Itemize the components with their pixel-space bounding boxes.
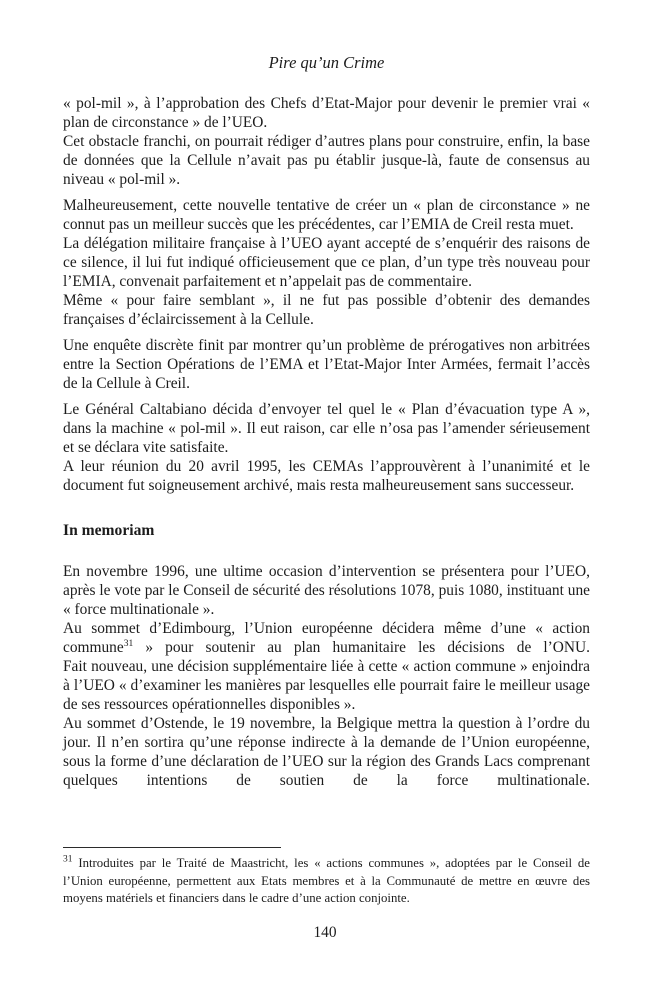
paragraph-text: Au sommet d’Edimbourg, l’Union européenne décidera même d’une « action commune <box>63 620 590 656</box>
paragraph: Malheureusement, cette nouvelle tentative de créer un « plan de circonstance » ne connut pas un meilleur succès que les précédentes, car l’EMIA de Creil resta muet. <box>63 197 590 233</box>
paragraph: Cet obstacle franchi, on pourrait rédiger d’autres plans pour construire, enfin, la base de données que la Cellule n’avait pas pu établir jusque-là, faute de consensus au niveau « pol-mil ». <box>63 133 590 188</box>
paragraph: Une enquête discrète finit par montrer qu’un problème de prérogatives non arbitrées entre la Section Opérations de l’EMA et l’Etat-Major Inter Armées, fermait l’accès de la Cellule à Creil. <box>63 337 590 392</box>
paragraph: Fait nouveau, une décision supplémentaire liée à cette « action commune » enjoindra à l’UEO « d’examiner les manières par lesquelles elle pourrait faire le meilleur usage de ses ressources opérationnelles disponibles ». <box>63 658 590 713</box>
paragraph: La délégation militaire française à l’UEO ayant accepté de s’enquérir des raisons de ce silence, il lui fut indiqué officieusement que ce plan, d’un type très nouveau pour l’EMIA, convenait parfaitement et n’appelait pas de commentaire. <box>63 235 590 290</box>
page-number: 140 <box>313 924 337 941</box>
footnote-reference: 31 <box>123 638 134 649</box>
section-heading: In memoriam <box>63 522 155 539</box>
paragraph: En novembre 1996, une ultime occasion d’intervention se présentera pour l’UEO, après le vote par le Conseil de sécurité des résolutions 1078, puis 1080, instituant une « force multinationale ». <box>63 563 590 618</box>
footnote-marker: 31 <box>63 854 73 865</box>
paragraph: Le Général Caltabiano décida d’envoyer tel quel le « Plan d’évacuation type A », dans la machine « pol-mil ». Il eut raison, car elle n’osa pas l’amender sérieusement et se déclara vite satisfaite. <box>63 401 590 456</box>
footnote-area <box>63 847 590 908</box>
paragraph-with-footnote-ref <box>63 619 590 657</box>
paragraph: A leur réunion du 20 avril 1995, les CEMAs l’approuvèrent à l’unanimité et le document fut soigneusement archivé, mais resta malheureusement sans successeur. <box>63 458 590 494</box>
footnote <box>63 855 590 908</box>
running-header-title: Pire qu’un Crime <box>268 53 385 72</box>
paragraph-text: » pour soutenir au plan humanitaire les décisions de l’ONU. <box>133 639 590 656</box>
page-content <box>63 53 590 790</box>
footnote-separator-rule <box>63 847 281 848</box>
paragraph: Même « pour faire semblant », il ne fut pas possible d’obtenir des demandes françaises d’éclaircissement à la Cellule. <box>63 292 590 328</box>
footnote-text: Introduites par le Traité de Maastricht, les « actions communes », adoptées par le Conseil de l’Union européenne, permettent aux Etats membres et à la Communauté de mettre en œuvre des moyens matériels et financiers dans le cadre d’une action conjointe. <box>63 856 590 905</box>
paragraph: « pol-mil », à l’approbation des Chefs d’Etat-Major pour devenir le premier vrai « plan de circonstance » de l’UEO. <box>63 95 590 131</box>
paragraph: Au sommet d’Ostende, le 19 novembre, la Belgique mettra la question à l’ordre du jour. Il n’en sortira qu’une réponse indirecte à la demande de l’Union européenne, sous la forme d’une déclaration de l’UEO sur la région des Grands Lacs comprenant quelques intentions de soutien de la force multinationale. <box>63 715 590 789</box>
